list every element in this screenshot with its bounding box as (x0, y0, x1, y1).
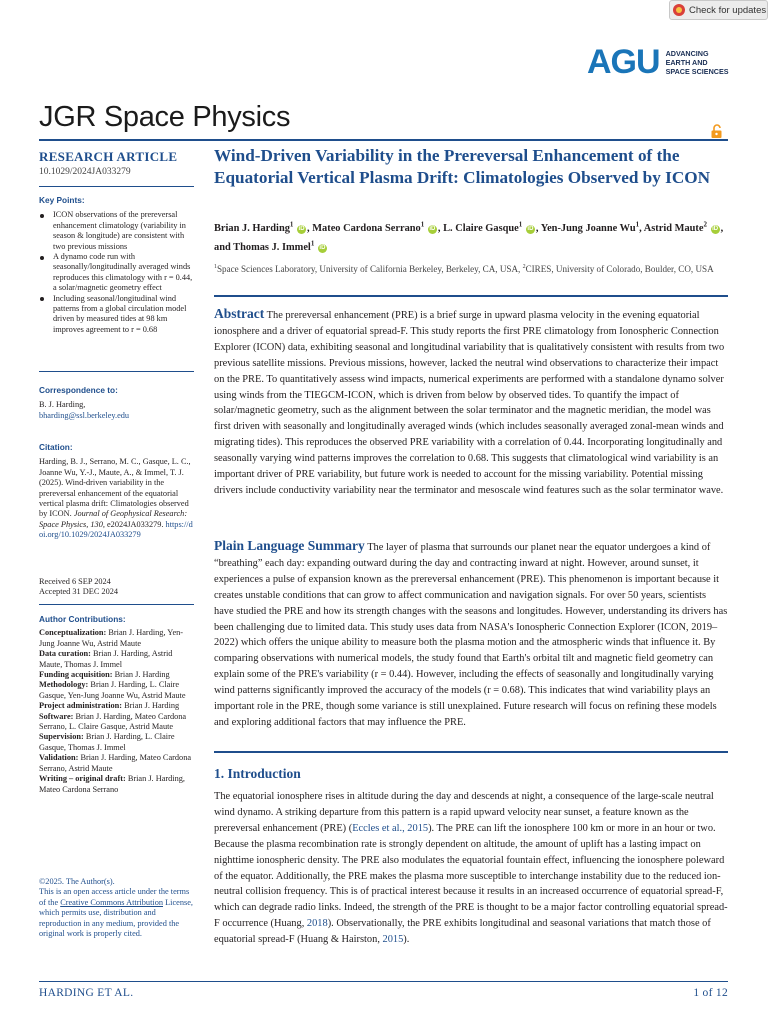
copyright: ©2025. The Author(s). (39, 877, 115, 886)
license-notice (39, 877, 194, 939)
contribution-item: Writing – original draft: Brian J. Harding, Mateo Cardona Serrano (39, 774, 185, 794)
abstract (214, 306, 728, 499)
footer-authors: HARDING ET AL. (39, 987, 134, 999)
abstract-text: The prereversal enhancement (PRE) is a brief surge in upward plasma velocity in the evening equatorial ionosphere and a driver of equatorial spread-F. This study reports the first PRE climatology from Ionospheric Connection Explorer (ICON) data, exhibiting seasonal and longitudinal variability that is qualitatively consistent with results from two previous satellite missions. Previous missions, however, lacked the neutral wind observations to characterize their impact on the PRE. To quantitatively assess wind impacts, numerical experiments are performed with a standalone dynamo solver using winds from the TIEGCM-ICON, which is driven from below by observed tides. To quantify the impact of solar/magnetic geometry, such as the alignment between the solar terminator and the magnetic meridian, the model was first driven with seasonally and longitudinally averaged winds (which includes seasonally averaged zonal-mean winds and migrating tides). This reproduces the observed PRE variability with a correlation of 0.44. Incorporating longitudinally and seasonally varying wind patterns improves the correlation to 0.68. This suggests that climatological wind variability is an important driver of PRE variability, but future work is needed to account for the missing variability. Potential missing drivers include conductivity variability near the terminator and mesoscale wind features such as the solar terminator wave. (214, 310, 725, 496)
article-type: RESEARCH ARTICLE (39, 149, 178, 164)
citation-doi-link[interactable]: https://doi.org/10.1029/2024JA033279 (39, 519, 193, 540)
orcid-icon[interactable]: iD (319, 244, 326, 251)
open-access-lock-icon (709, 123, 725, 139)
plain-language-text: The layer of plasma that surrounds our planet near the equator undergoes a kind of “breathing” each day: expanding outward during the day and contracting inward at night. However, around sunset, it experiences a pulse of expansion known as the prereversal enhancement (PRE). This phenomenon is important because it creates unstable conditions that can grow to affect communication and navigation signals. For over 50 years, scientists have studied the PRE and how its strength changes with the seasons and longitudes. However, understanding its drivers has been challenging due to limited data. This study uses data from NASA's Ionospheric Connection Explorer (ICON, 2019–2022) which offers the unique ability to measure both the plasma motion and the atmospheric winds that influence it. By comparing observations with numerical models, the study found that Earth's orbital tilt and magnetic field geometry can explain some of the PRE's variability (r = 0.44). However, including the effects of seasonally and longitudinally varying wind patterns significantly improved the accuracy of the models (r = 0.68). This indicates that wind variability plays an important role in the PRE, though some variance is still unexplained. Future research will focus on refining these models and exploring additional factors that may influence the PRE. (214, 542, 728, 728)
key-points-heading: Key Points: (39, 195, 85, 205)
orcid-icon[interactable]: iD (298, 226, 305, 233)
contribution-item: Methodology: Brian J. Harding, L. Claire Gasque, Yen-Jung Joanne Wu, Astrid Maute (39, 680, 186, 700)
left-rule (39, 371, 194, 372)
dates (39, 577, 194, 598)
crossmark-icon (673, 4, 685, 16)
author-contributions (39, 614, 194, 795)
citation-heading: Citation: (39, 442, 73, 452)
affiliations: $^1$Space Sciences Laboratory, University of California Berkeley, Berkeley, CA, USA, $^2$CIRES, University of Colorado, Boulder, CO, USA (214, 264, 714, 275)
creative-commons-link[interactable]: Creative Commons Attribution (60, 897, 163, 907)
received-date: Received 6 SEP 2024 (39, 577, 111, 586)
contributions-heading: Author Contributions: (39, 614, 126, 624)
correspondence (39, 385, 194, 421)
contribution-item: Supervision: Brian J. Harding, L. Claire Gasque, Thomas J. Immel (39, 732, 175, 752)
author: Mateo Cardona Serrano$^1$ iD , (312, 221, 444, 235)
footer-rule (39, 981, 728, 982)
key-point-item: Including seasonal/longitudinal wind patterns from a global circulation model driven by measured tides at 98 km improves agreement to r = 0.68 (39, 294, 194, 336)
introduction-heading: 1. Introduction (214, 766, 301, 781)
correspondence-name: B. J. Harding, (39, 400, 86, 410)
agu-tagline: ADVANCING EARTH AND SPACE SCIENCES (665, 48, 729, 76)
contribution-item: Funding acquisition: Brian J. Harding (39, 670, 170, 680)
citation-text: Harding, B. J., Serrano, M. C., Gasque, L. C., Joanne Wu, Y.-J., Maute, A., & Immel, T. J. (2025). Wind-driven variability in the prereversal enhancement of the equatorial vertical plasma drift: Climatologies observed by ICON. Journal of Geophysical Research: Space Physics, 130, e2024JA033279. https://doi.org/10.1029/2024JA033279 (39, 457, 193, 540)
left-rule (39, 186, 194, 187)
page-number: 1 of 12 (693, 987, 728, 999)
license-text: This is an open access article under the terms of the Creative Commons Attribution License, which permits use, distribution and reproduction in any medium, provided the original work is properly cited. (39, 887, 193, 939)
contribution-item: Software: Brian J. Harding, Mateo Cardona Serrano, L. Claire Gasque, Astrid Maute (39, 711, 187, 732)
contribution-item: Project administration: Brian J. Harding (39, 701, 180, 711)
author: Brian J. Harding$^1$ iD , (214, 221, 313, 235)
correspondence-heading: Correspondence to: (39, 385, 118, 395)
author: L. Claire Gasque$^1$ iD , (443, 221, 541, 235)
check-for-updates-label: Check for updates (689, 4, 767, 16)
reference-link[interactable]: Eccles et al., 2015 (352, 822, 429, 834)
citation (39, 442, 194, 541)
reference-link[interactable]: 2015 (382, 934, 404, 946)
plain-language-summary (214, 538, 728, 731)
main-rule (214, 751, 728, 753)
key-points (39, 195, 194, 335)
abstract-heading: Abstract (214, 306, 265, 321)
article-doi: 10.1029/2024JA033279 (39, 167, 131, 177)
orcid-icon[interactable]: iD (712, 226, 719, 233)
article-title: Wind-Driven Variability in the Prereversal Enhancement of the Equatorial Vertical Plasma Drift: Climatologies Observed by ICON (214, 146, 711, 187)
contribution-item: Validation: Brian J. Harding, Mateo Cardona Serrano, Astrid Maute (39, 753, 192, 773)
left-rule (39, 604, 194, 605)
header-rule (39, 139, 728, 141)
author: Yen-Jung Joanne Wu$^1$, (540, 221, 644, 235)
author-list (214, 218, 728, 255)
orcid-icon[interactable]: iD (527, 226, 534, 233)
check-for-updates-button[interactable] (669, 0, 768, 20)
introduction-text: The equatorial ionosphere rises in altitude during the day and descends at night, a consequence of the large-scale neutral wind dynamo. A striking departure from this pattern is a rapid upward velocity near sunset, a feature known as the prereversal enhancement (PRE) (Eccles et al., 2015). The PRE can lift the ionosphere 100 km or more in an hour or two. Because the plasma recombination rate is strongly dependent on altitude, the amount of uplift has a lasting impact on nighttime ionospheric density. The PRE also modulates the equatorial fountain effect, influencing the ionosphere poleward of the equator. Additionally, the PRE makes the plasma more susceptible to interchange instability due to the reduced ion-neutral collision frequency. This is of practical interest because it results in an increased occurrence of equatorial spread-F, which can degrade radio links. Indeed, the strength of the PRE is thought to be a major factor controlling equatorial spread-F occurrence (Huang, 2018). Observationally, the PRE exhibits longitudinal and seasonal variations that match those of equatorial spread-F (Huang & Hairston, 2015). (214, 791, 728, 946)
agu-logo (587, 43, 729, 81)
plain-language-heading: Plain Language Summary (214, 538, 365, 553)
contribution-item: Conceptualization: Brian J. Harding, Yen-Jung Joanne Wu, Astrid Maute (39, 628, 184, 648)
correspondence-email[interactable]: bharding@ssl.berkeley.edu (39, 410, 130, 420)
journal-title: JGR Space Physics (39, 101, 291, 133)
main-rule (214, 295, 728, 297)
orcid-icon[interactable]: iD (429, 226, 436, 233)
key-point-item: A dynamo code run with seasonally/longitudinally averaged winds reproduces this climatology with r = 0.44, a solar/magnetic geometry effect (39, 252, 194, 294)
reference-link[interactable]: 2018 (306, 918, 328, 930)
accepted-date: Accepted 31 DEC 2024 (39, 587, 119, 597)
contribution-item: Data curation: Brian J. Harding, Astrid Maute, Thomas J. Immel (39, 649, 173, 669)
author: Thomas J. Immel$^1$ iD (233, 239, 326, 253)
agu-logo-mark: AGU (587, 43, 660, 81)
key-point-item: ICON observations of the prereversal enhancement climatology (variability in season & longitude) are consistent with two previous missions (39, 210, 194, 252)
author: Astrid Maute$^2$ iD , and (214, 221, 724, 253)
